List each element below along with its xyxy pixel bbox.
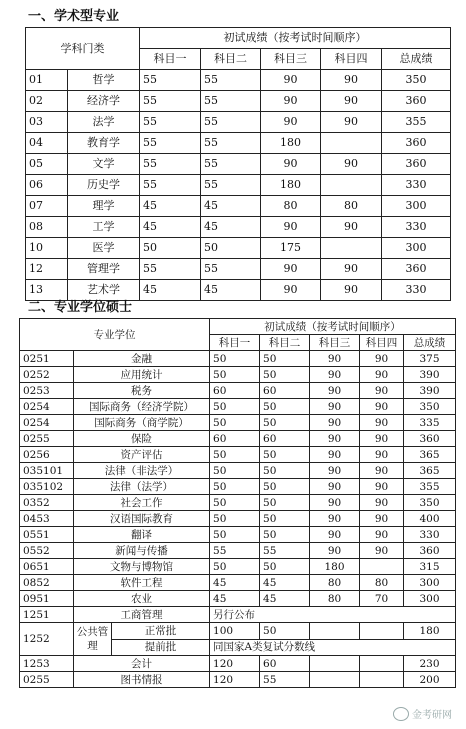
table-row	[20, 447, 456, 463]
subject1-cell: 120	[210, 656, 260, 672]
code-cell: 08	[26, 217, 68, 238]
subject4-cell: 90	[321, 217, 382, 238]
subject2-cell: 50	[260, 527, 310, 543]
subject4-cell: 90	[360, 527, 404, 543]
subject3-cell: 90	[261, 112, 321, 133]
subject4-cell: 90	[360, 383, 404, 399]
subject4-cell: 90	[360, 447, 404, 463]
subject1-cell: 50	[140, 238, 201, 259]
subject4-cell: 90	[360, 351, 404, 367]
subject2-cell: 50	[260, 559, 310, 575]
code-cell: 0251	[20, 351, 74, 367]
subject4-cell: 80	[321, 196, 382, 217]
code-cell: 0651	[20, 559, 74, 575]
col-subject1: 科目一	[210, 335, 260, 351]
code-cell: 1253	[20, 656, 74, 672]
total-cell: 365	[404, 463, 456, 479]
academic-score-table	[25, 27, 451, 301]
table-row	[26, 259, 451, 280]
total-cell: 300	[382, 238, 451, 259]
subject3-cell: 90	[310, 463, 360, 479]
batch-cell: 正常批	[112, 623, 210, 640]
code-cell: 0551	[20, 527, 74, 543]
subject1-cell: 50	[210, 351, 260, 367]
table-row	[20, 367, 456, 383]
watermark-text: 金考研网	[412, 710, 452, 721]
batch-cell: 提前批	[112, 639, 210, 656]
subject3-cell: 90	[310, 527, 360, 543]
subject2-cell: 45	[201, 196, 261, 217]
subject1-cell: 60	[210, 383, 260, 399]
subject3-cell: 90	[310, 495, 360, 511]
table-row	[20, 431, 456, 447]
col-subject4: 科目四	[321, 49, 382, 70]
code-cell: 12	[26, 259, 68, 280]
code-cell: 0256	[20, 447, 74, 463]
code-cell: 0352	[20, 495, 74, 511]
code-cell: 05	[26, 154, 68, 175]
table-row	[20, 656, 456, 672]
subject3-cell: 80	[261, 196, 321, 217]
subject4-cell: 70	[360, 591, 404, 607]
discipline-cell: 经济学	[68, 91, 140, 112]
subject1-cell: 55	[140, 259, 201, 280]
table-row	[26, 112, 451, 133]
total-cell: 315	[404, 559, 456, 575]
subject3-cell: 90	[310, 399, 360, 415]
subject4-cell: 80	[360, 575, 404, 591]
table-row	[20, 591, 456, 607]
col-total: 总成绩	[382, 49, 451, 70]
total-cell: 330	[382, 280, 451, 301]
program-cell: 保险	[74, 431, 210, 447]
subject1-cell: 120	[210, 672, 260, 688]
subject2-cell: 50	[201, 238, 261, 259]
program-cell: 金融	[74, 351, 210, 367]
code-cell: 0253	[20, 383, 74, 399]
wechat-icon	[393, 707, 409, 721]
col-subject2: 科目二	[260, 335, 310, 351]
subject1-cell: 50	[210, 527, 260, 543]
subject4-cell: 90	[360, 463, 404, 479]
table-row	[20, 479, 456, 495]
subject4-cell: 90	[360, 479, 404, 495]
col-total: 总成绩	[404, 335, 456, 351]
subject1-cell: 45	[140, 196, 201, 217]
section2-title: 二、专业学位硕士	[28, 300, 133, 315]
code-cell: 0254	[20, 415, 74, 431]
discipline-cell: 历史学	[68, 175, 140, 196]
total-cell: 360	[382, 259, 451, 280]
subject1-cell: 50	[210, 511, 260, 527]
subject4-cell	[360, 656, 404, 672]
table-row	[20, 415, 456, 431]
subject2-cell: 55	[201, 259, 261, 280]
subject4-cell	[321, 175, 382, 196]
total-cell: 360	[382, 91, 451, 112]
table-row	[26, 196, 451, 217]
program-cell: 工商管理	[74, 607, 210, 623]
subject2-cell: 45	[260, 591, 310, 607]
subject3-cell: 90	[310, 367, 360, 383]
subject2-cell: 55	[201, 91, 261, 112]
table-row	[20, 607, 456, 623]
code-cell: 01	[26, 70, 68, 91]
discipline-cell: 医学	[68, 238, 140, 259]
code-cell: 1251	[20, 607, 74, 623]
subject3-cell: 90	[261, 217, 321, 238]
subject3-cell: 90	[261, 280, 321, 301]
table-row	[20, 575, 456, 591]
table-row	[20, 559, 456, 575]
subject4-cell	[321, 133, 382, 154]
note-cell: 同国家A类复试分数线	[210, 639, 456, 656]
subject1-cell: 55	[140, 175, 201, 196]
subject4-cell: 90	[360, 495, 404, 511]
subject2-cell: 60	[260, 431, 310, 447]
table-row	[20, 399, 456, 415]
subject3-cell: 90	[310, 543, 360, 559]
subject1-cell: 55	[140, 154, 201, 175]
subject3-cell: 90	[261, 154, 321, 175]
discipline-cell: 理学	[68, 196, 140, 217]
table-row	[20, 383, 456, 399]
discipline-cell: 管理学	[68, 259, 140, 280]
subject3-cell: 90	[310, 383, 360, 399]
subject2-cell: 55	[260, 543, 310, 559]
subject1-cell: 55	[140, 133, 201, 154]
subject4-cell: 90	[360, 415, 404, 431]
subject3-cell: 180	[310, 559, 360, 575]
subject2-cell: 55	[201, 175, 261, 196]
program-cell: 法律（法学）	[74, 479, 210, 495]
subject3-cell: 180	[261, 133, 321, 154]
total-cell: 360	[382, 133, 451, 154]
subject1-cell: 50	[210, 559, 260, 575]
subject1-cell: 45	[210, 591, 260, 607]
section1-title: 一、学术型专业	[28, 9, 120, 24]
total-cell: 230	[404, 656, 456, 672]
subject1-cell: 50	[210, 447, 260, 463]
subject1-cell: 55	[140, 112, 201, 133]
subject2-cell: 50	[260, 415, 310, 431]
total-cell: 390	[404, 383, 456, 399]
code-cell: 0852	[20, 575, 74, 591]
program-cell: 翻译	[74, 527, 210, 543]
discipline-cell: 法学	[68, 112, 140, 133]
subject2-cell: 55	[260, 672, 310, 688]
subject2-cell: 45	[201, 217, 261, 238]
subject1-cell: 60	[210, 431, 260, 447]
subject1-cell: 45	[140, 217, 201, 238]
code-cell: 0951	[20, 591, 74, 607]
total-cell: 300	[404, 591, 456, 607]
table-row	[20, 495, 456, 511]
table-row	[26, 154, 451, 175]
subject4-cell: 90	[321, 154, 382, 175]
discipline-cell: 艺术学	[68, 280, 140, 301]
subject3-cell: 90	[310, 351, 360, 367]
program-cell: 图书情报	[74, 672, 210, 688]
total-cell: 330	[382, 217, 451, 238]
subject2-cell: 55	[201, 154, 261, 175]
subject1-cell: 55	[140, 91, 201, 112]
scores-header: 初试成绩（按考试时间顺序）	[140, 28, 451, 49]
table-row	[20, 351, 456, 367]
subject1-cell: 50	[210, 479, 260, 495]
subject3-cell: 90	[310, 415, 360, 431]
program-cell: 税务	[74, 383, 210, 399]
total-cell: 330	[404, 527, 456, 543]
subject3-cell: 175	[261, 238, 321, 259]
subject1-cell: 50	[210, 399, 260, 415]
program-cell: 法律（非法学）	[74, 463, 210, 479]
subject2-cell: 50	[260, 495, 310, 511]
total-cell: 355	[382, 112, 451, 133]
subject2-cell: 55	[201, 133, 261, 154]
total-cell: 335	[404, 415, 456, 431]
subject1-cell: 50	[210, 495, 260, 511]
note-cell: 另行公布	[210, 607, 456, 623]
code-cell: 0255	[20, 431, 74, 447]
subject1-cell: 100	[210, 623, 260, 640]
subject4-cell: 90	[360, 399, 404, 415]
program-cell: 会计	[74, 656, 210, 672]
total-cell: 375	[404, 351, 456, 367]
program-cell: 公共管理	[74, 623, 112, 656]
table-row	[20, 527, 456, 543]
subject4-cell: 90	[321, 70, 382, 91]
program-cell: 应用统计	[74, 367, 210, 383]
subject2-cell: 60	[260, 656, 310, 672]
table-row	[26, 133, 451, 154]
watermark	[393, 706, 452, 721]
code-cell: 13	[26, 280, 68, 301]
total-cell: 300	[382, 196, 451, 217]
program-cell: 文物与博物馆	[74, 559, 210, 575]
program-cell: 农业	[74, 591, 210, 607]
table-row	[20, 463, 456, 479]
total-cell: 360	[404, 431, 456, 447]
subject3-cell: 180	[261, 175, 321, 196]
subject4-cell: 90	[321, 259, 382, 280]
table-row	[26, 238, 451, 259]
total-cell: 350	[404, 399, 456, 415]
total-cell: 360	[404, 543, 456, 559]
subject1-cell: 45	[140, 280, 201, 301]
table-row	[20, 672, 456, 688]
code-cell: 02	[26, 91, 68, 112]
code-cell: 10	[26, 238, 68, 259]
scores-header: 初试成绩（按考试时间顺序）	[210, 319, 456, 335]
program-cell: 汉语国际教育	[74, 511, 210, 527]
subject4-cell	[360, 559, 404, 575]
discipline-cell: 工学	[68, 217, 140, 238]
subject3-cell: 90	[261, 259, 321, 280]
total-cell: 200	[404, 672, 456, 688]
subject1-cell: 50	[210, 367, 260, 383]
subject2-cell: 50	[260, 351, 310, 367]
subject4-cell: 90	[321, 91, 382, 112]
subject3-cell: 90	[261, 70, 321, 91]
subject4-cell	[360, 672, 404, 688]
code-cell: 0552	[20, 543, 74, 559]
subject3-cell: 90	[310, 431, 360, 447]
program-cell: 国际商务（经济学院）	[74, 399, 210, 415]
subject4-cell	[360, 623, 404, 640]
program-cell: 资产评估	[74, 447, 210, 463]
subject3-cell: 90	[310, 511, 360, 527]
subject1-cell: 55	[210, 543, 260, 559]
code-cell: 06	[26, 175, 68, 196]
total-cell: 180	[404, 623, 456, 640]
subject1-cell: 50	[210, 463, 260, 479]
subject3-cell: 90	[261, 91, 321, 112]
table-row	[20, 623, 456, 640]
code-cell: 04	[26, 133, 68, 154]
category-header: 学科门类	[26, 28, 140, 70]
code-cell: 0252	[20, 367, 74, 383]
col-subject3: 科目三	[261, 49, 321, 70]
subject4-cell: 90	[360, 511, 404, 527]
subject2-cell: 45	[201, 280, 261, 301]
program-cell: 国际商务（商学院）	[74, 415, 210, 431]
subject3-cell: 80	[310, 575, 360, 591]
subject3-cell: 90	[310, 479, 360, 495]
subject3-cell	[310, 623, 360, 640]
table-row	[20, 543, 456, 559]
total-cell: 360	[382, 154, 451, 175]
code-cell: 03	[26, 112, 68, 133]
table-row	[26, 280, 451, 301]
subject1-cell: 45	[210, 575, 260, 591]
code-cell: 035102	[20, 479, 74, 495]
total-cell: 300	[404, 575, 456, 591]
subject3-cell	[310, 656, 360, 672]
subject1-cell: 55	[140, 70, 201, 91]
discipline-cell: 文学	[68, 154, 140, 175]
subject2-cell: 50	[260, 623, 310, 640]
subject2-cell: 60	[260, 383, 310, 399]
subject4-cell: 90	[360, 431, 404, 447]
subject3-cell	[310, 672, 360, 688]
code-cell: 0254	[20, 399, 74, 415]
code-cell: 0255	[20, 672, 74, 688]
col-subject1: 科目一	[140, 49, 201, 70]
subject3-cell: 90	[310, 447, 360, 463]
code-cell: 035101	[20, 463, 74, 479]
subject1-cell: 50	[210, 415, 260, 431]
total-cell: 390	[404, 367, 456, 383]
col-subject4: 科目四	[360, 335, 404, 351]
discipline-cell: 哲学	[68, 70, 140, 91]
col-subject2: 科目二	[201, 49, 261, 70]
table-row	[26, 217, 451, 238]
subject4-cell: 90	[321, 280, 382, 301]
total-cell: 365	[404, 447, 456, 463]
subject2-cell: 50	[260, 479, 310, 495]
total-cell: 350	[404, 495, 456, 511]
subject2-cell: 50	[260, 399, 310, 415]
code-cell: 07	[26, 196, 68, 217]
code-cell: 1252	[20, 623, 74, 656]
subject4-cell: 90	[360, 543, 404, 559]
subject2-cell: 50	[260, 367, 310, 383]
table-row	[26, 175, 451, 196]
total-cell: 355	[404, 479, 456, 495]
category-header: 专业学位	[20, 319, 210, 351]
subject2-cell: 50	[260, 463, 310, 479]
subject4-cell	[321, 238, 382, 259]
total-cell: 330	[382, 175, 451, 196]
subject4-cell: 90	[360, 367, 404, 383]
subject2-cell: 55	[201, 70, 261, 91]
table-row	[26, 70, 451, 91]
subject2-cell: 45	[260, 575, 310, 591]
program-cell: 社会工作	[74, 495, 210, 511]
subject2-cell: 55	[201, 112, 261, 133]
professional-score-table	[19, 318, 456, 688]
subject2-cell: 50	[260, 511, 310, 527]
col-subject3: 科目三	[310, 335, 360, 351]
subject4-cell: 90	[321, 112, 382, 133]
subject2-cell: 50	[260, 447, 310, 463]
table-row	[26, 91, 451, 112]
discipline-cell: 教育学	[68, 133, 140, 154]
total-cell: 400	[404, 511, 456, 527]
table-row	[20, 511, 456, 527]
program-cell: 新闻与传播	[74, 543, 210, 559]
code-cell: 0453	[20, 511, 74, 527]
total-cell: 350	[382, 70, 451, 91]
subject3-cell: 80	[310, 591, 360, 607]
program-cell: 软件工程	[74, 575, 210, 591]
